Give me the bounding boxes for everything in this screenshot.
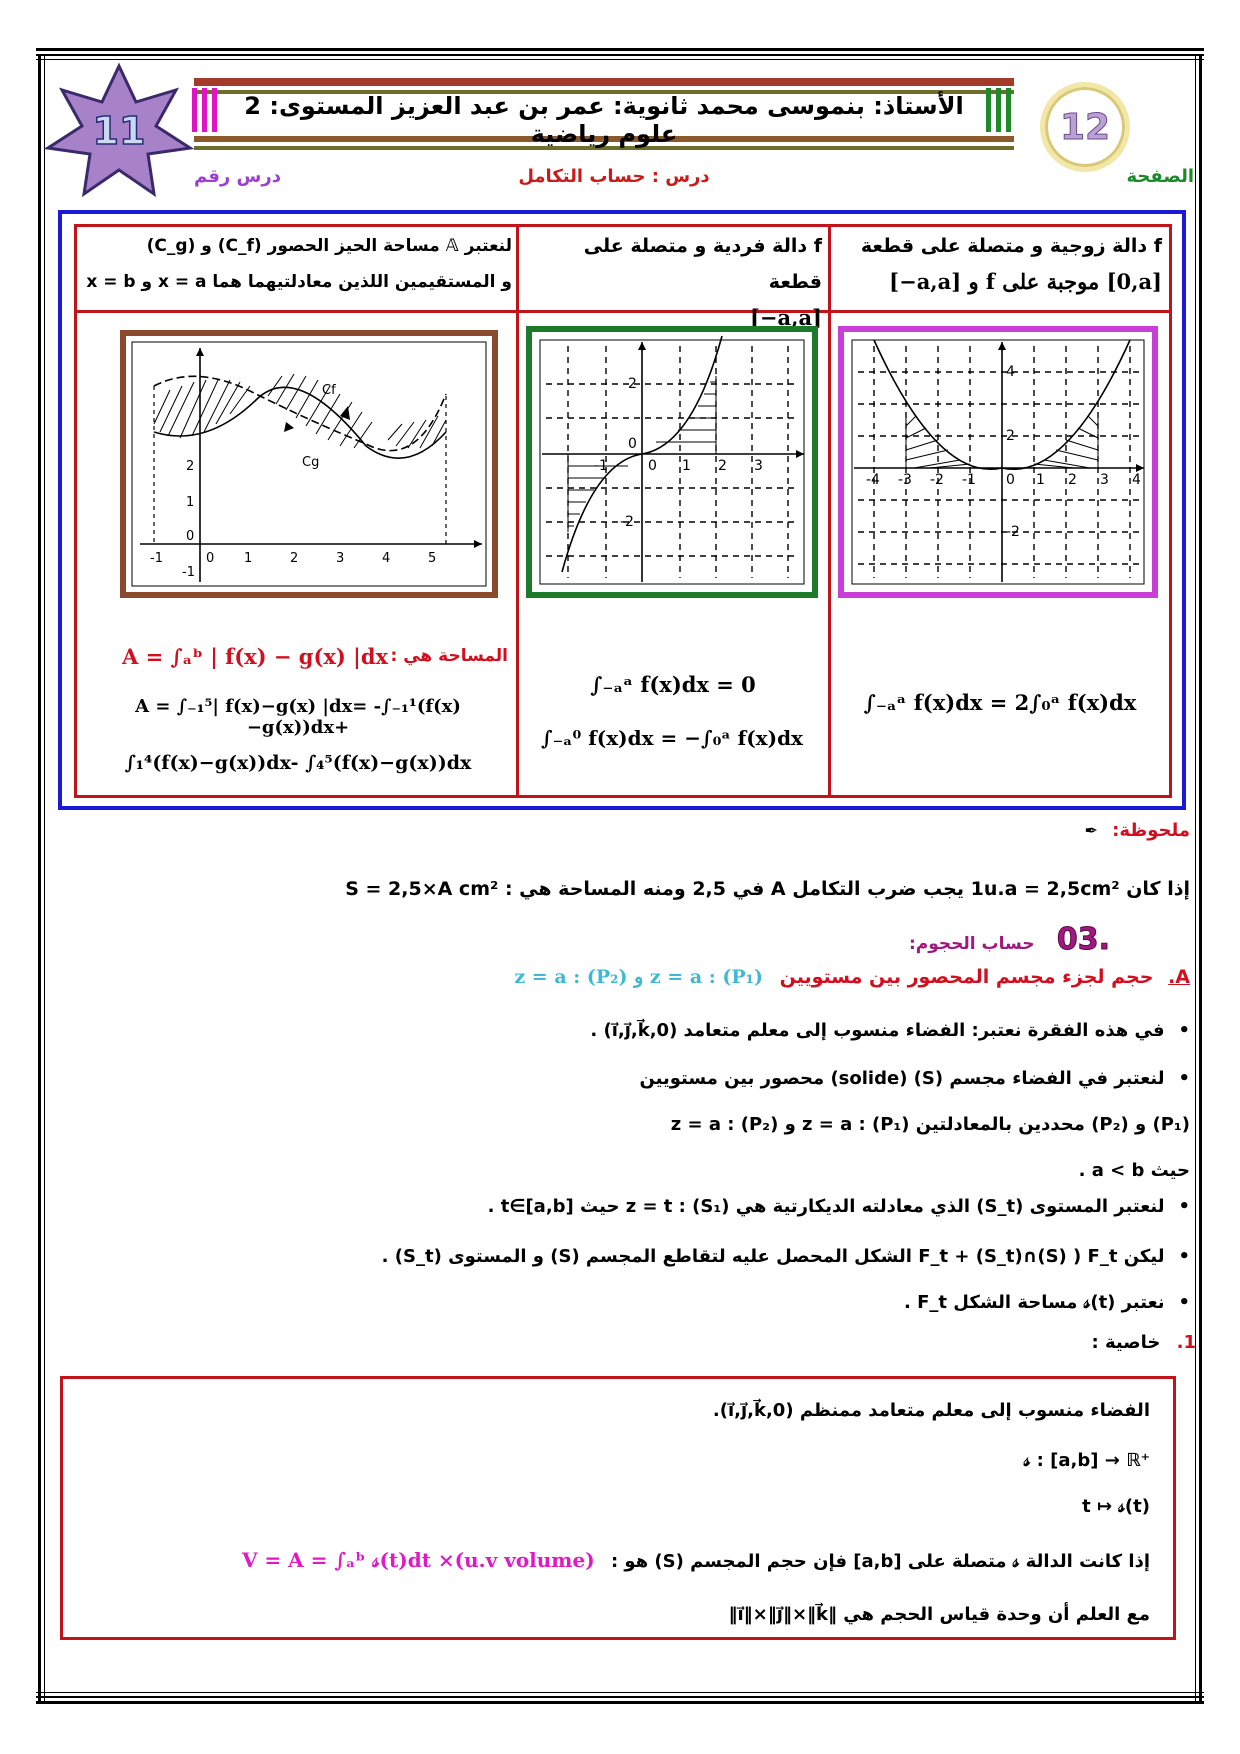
property-heading xyxy=(1091,1332,1196,1353)
bullet-2-cont: (P₁) و (P₂) محددين بالمعادلتين z = a : (P₁) و z = a : (P₂) xyxy=(670,1114,1190,1135)
area-tick-x-0: -1 xyxy=(150,551,163,566)
frame-left-line-inner xyxy=(44,56,45,1702)
lesson-number-label: درس رقم xyxy=(194,166,281,187)
odd-tick-x-4: 3 xyxy=(754,458,763,474)
page-header xyxy=(44,62,1194,204)
subsection-title: حجم لجزء مجسم المحصور بين مستويين xyxy=(779,966,1154,988)
property-number: 1. xyxy=(1176,1332,1196,1353)
area-tick-x-1: 0 xyxy=(206,551,215,566)
even-tick-x-0: -4 xyxy=(866,472,880,488)
area-between-curves-graph xyxy=(120,330,498,598)
header-title: الأستاذ: بنموسى محمد ثانوية: عمر بن عبد العزيز المستوى: 2 علوم رياضية xyxy=(244,92,964,148)
note-line: إذا كان 1u.a = 2,5cm² يجب ضرب التكامل A في 2,5 ومنه المساحة هي : S = 2,5×A cm² xyxy=(345,878,1190,900)
area-tick-x-5: 4 xyxy=(382,551,391,566)
lesson-star-badge xyxy=(44,62,194,200)
bullet-3: • لنعتبر المستوى (S_t) الذي معادلته الديكارتية هي z = t : (S₁) حيث t∈[a,b] . xyxy=(488,1196,1190,1217)
bullet-5: • نعتبر 𝓈(t) مساحة الشكل F_t . xyxy=(904,1292,1190,1313)
even-function-formula: ∫₋ₐᵃ f(x)dx = 2∫₀ᵃ f(x)dx xyxy=(863,690,1137,715)
even-tick-x-6: 2 xyxy=(1068,472,1077,488)
property-title: خاصية : xyxy=(1091,1332,1161,1353)
area-tick-y-3: -1 xyxy=(182,565,195,580)
odd-graph-svg xyxy=(532,332,812,592)
lesson-title: درس : حساب التكامل xyxy=(518,166,710,187)
odd-tick-x-2: 1 xyxy=(682,458,691,474)
bullet-1: • في هذه الفقرة نعتبر: الفضاء منسوب إلى معلم متعامد (0,i⃗,j⃗,k⃗) . xyxy=(590,1020,1190,1041)
even-tick-y-0: 4 xyxy=(1006,364,1015,380)
frame-bottom-line-2 xyxy=(36,1696,1204,1698)
curve-label-g: Cg xyxy=(302,455,320,470)
frame-top-line-1 xyxy=(36,48,1204,51)
page-number-badge: 12 xyxy=(1040,82,1130,172)
odd-tick-x-0: -1 xyxy=(594,458,608,474)
area-formula-2: A = ∫₋₁⁵| f(x)−g(x) |dx= -∫₋₁¹(f(x)−g(x))dx+ xyxy=(135,696,461,738)
header-bar-top xyxy=(194,78,1014,86)
even-tick-x-8: 4 xyxy=(1132,472,1141,488)
section-title: حساب الحجوم: xyxy=(908,934,1035,954)
area-formula-1: A = ∫ₐᵇ | f(x) − g(x) |dx xyxy=(121,644,389,669)
page-label: الصفحة xyxy=(1126,166,1194,187)
section-heading xyxy=(909,922,1110,957)
area-tick-y-2: 0 xyxy=(186,529,195,544)
even-tick-x-3: -1 xyxy=(962,472,976,488)
area-graph-svg xyxy=(126,336,492,592)
property-line-3: t ↦ 𝓈(t) xyxy=(1082,1496,1150,1517)
odd-tick-y-1: 0 xyxy=(628,436,637,452)
frame-bottom-line-3 xyxy=(36,1701,1204,1704)
even-tick-x-4: 0 xyxy=(1006,472,1015,488)
even-tick-x-1: -3 xyxy=(898,472,912,488)
area-tick-y-0: 2 xyxy=(186,459,195,474)
even-tick-x-2: -2 xyxy=(930,472,944,488)
odd-function-header: f دالة فردية و متصلة على قطعة [−a,a] xyxy=(583,235,822,330)
area-tick-x-3: 2 xyxy=(290,551,299,566)
subsection-planes: (P₁) : z = a و (P₂) : z = a xyxy=(514,966,763,988)
bullet-2: • لنعتبر في الفضاء مجسم (S) (solide) محصور بين مستويين xyxy=(639,1068,1190,1089)
frame-left-line xyxy=(38,56,41,1702)
even-tick-y-2: -2 xyxy=(1006,524,1020,540)
area-tick-x-2: 1 xyxy=(244,551,253,566)
area-tick-x-6: 5 xyxy=(428,551,437,566)
property-line-5: مع العلم أن وحدة قياس الحجم هي ‖i⃗‖×‖j⃗‖×‖k⃗‖ xyxy=(728,1604,1150,1625)
area-between-curves-header: لنعتبر 𝔸 مساحة الحيز الحصور (C_f) و (C_g) و المستقيمين اللذين معادلتيهما هما x = a و x = b xyxy=(86,236,512,292)
area-formula-3: ∫₁⁴(f(x)−g(x))dx- ∫₄⁵(f(x)−g(x))dx xyxy=(124,752,472,774)
note-title-text: ملحوظة: xyxy=(1112,820,1190,841)
property-line-1: الفضاء منسوب إلى معلم متعامد ممنظم (0,i⃗,j⃗,k⃗). xyxy=(712,1400,1150,1421)
subsection-letter: A. xyxy=(1168,966,1190,988)
volume-formula: V = A = ∫ₐᵇ 𝓈(t)dt ×(u.v volume) xyxy=(241,1548,595,1572)
even-function-graph xyxy=(838,326,1158,598)
odd-function-formula-2: ∫₋ₐ⁰ f(x)dx = −∫₀ᵃ f(x)dx xyxy=(541,726,803,750)
bullet-2-cont-2: حيث a < b . xyxy=(1078,1160,1190,1181)
note-title xyxy=(1084,820,1190,841)
even-tick-x-7: 3 xyxy=(1100,472,1109,488)
odd-function-graph xyxy=(526,326,818,598)
star-number: 11 xyxy=(92,109,146,153)
area-tick-y-1: 1 xyxy=(186,495,195,510)
odd-tick-y-2: -2 xyxy=(620,514,634,530)
header-stripes-right xyxy=(986,88,1016,132)
area-tick-x-4: 3 xyxy=(336,551,345,566)
subsection-heading xyxy=(514,966,1190,988)
section-number: .03 xyxy=(1056,922,1110,957)
frame-top-line-3 xyxy=(36,59,1204,60)
header-stripes-left xyxy=(192,88,222,132)
frame-top-line-2 xyxy=(36,54,1204,56)
frame-right-line xyxy=(1199,56,1202,1702)
even-tick-y-1: 2 xyxy=(1006,428,1015,444)
even-graph-svg xyxy=(844,332,1152,592)
frame-right-line-inner xyxy=(1195,56,1196,1702)
property-line-2: 𝓈 : [a,b] → ℝ⁺ xyxy=(1023,1450,1150,1471)
property-line-4-text: إذا كانت الدالة 𝓈 متصلة على [a,b] فإن حجم المجسم (S) هو : xyxy=(610,1551,1150,1572)
area-label: المساحة هي : xyxy=(390,646,508,666)
odd-tick-x-1: 0 xyxy=(648,458,657,474)
odd-tick-x-3: 2 xyxy=(718,458,727,474)
odd-function-formula-1: ∫₋ₐᵃ f(x)dx = 0 xyxy=(590,672,756,697)
property-line-4 xyxy=(242,1548,1150,1572)
bullet-4: • ليكن F_t + (S_t)∩(S) ) F_t الشكل المحصل عليه لتقاطع المجسم (S) و المستوى (S_t) . xyxy=(382,1246,1190,1267)
even-function-header: f دالة زوجية و متصلة على قطعة [−a,a] و f موجبة على [0,a] xyxy=(860,235,1162,294)
curve-label-f: Cf xyxy=(322,383,336,398)
pen-icon: ✒ xyxy=(1084,821,1098,840)
odd-tick-y-0: 2 xyxy=(628,376,637,392)
frame-bottom-line-1 xyxy=(36,1692,1204,1693)
even-tick-x-5: 1 xyxy=(1036,472,1045,488)
